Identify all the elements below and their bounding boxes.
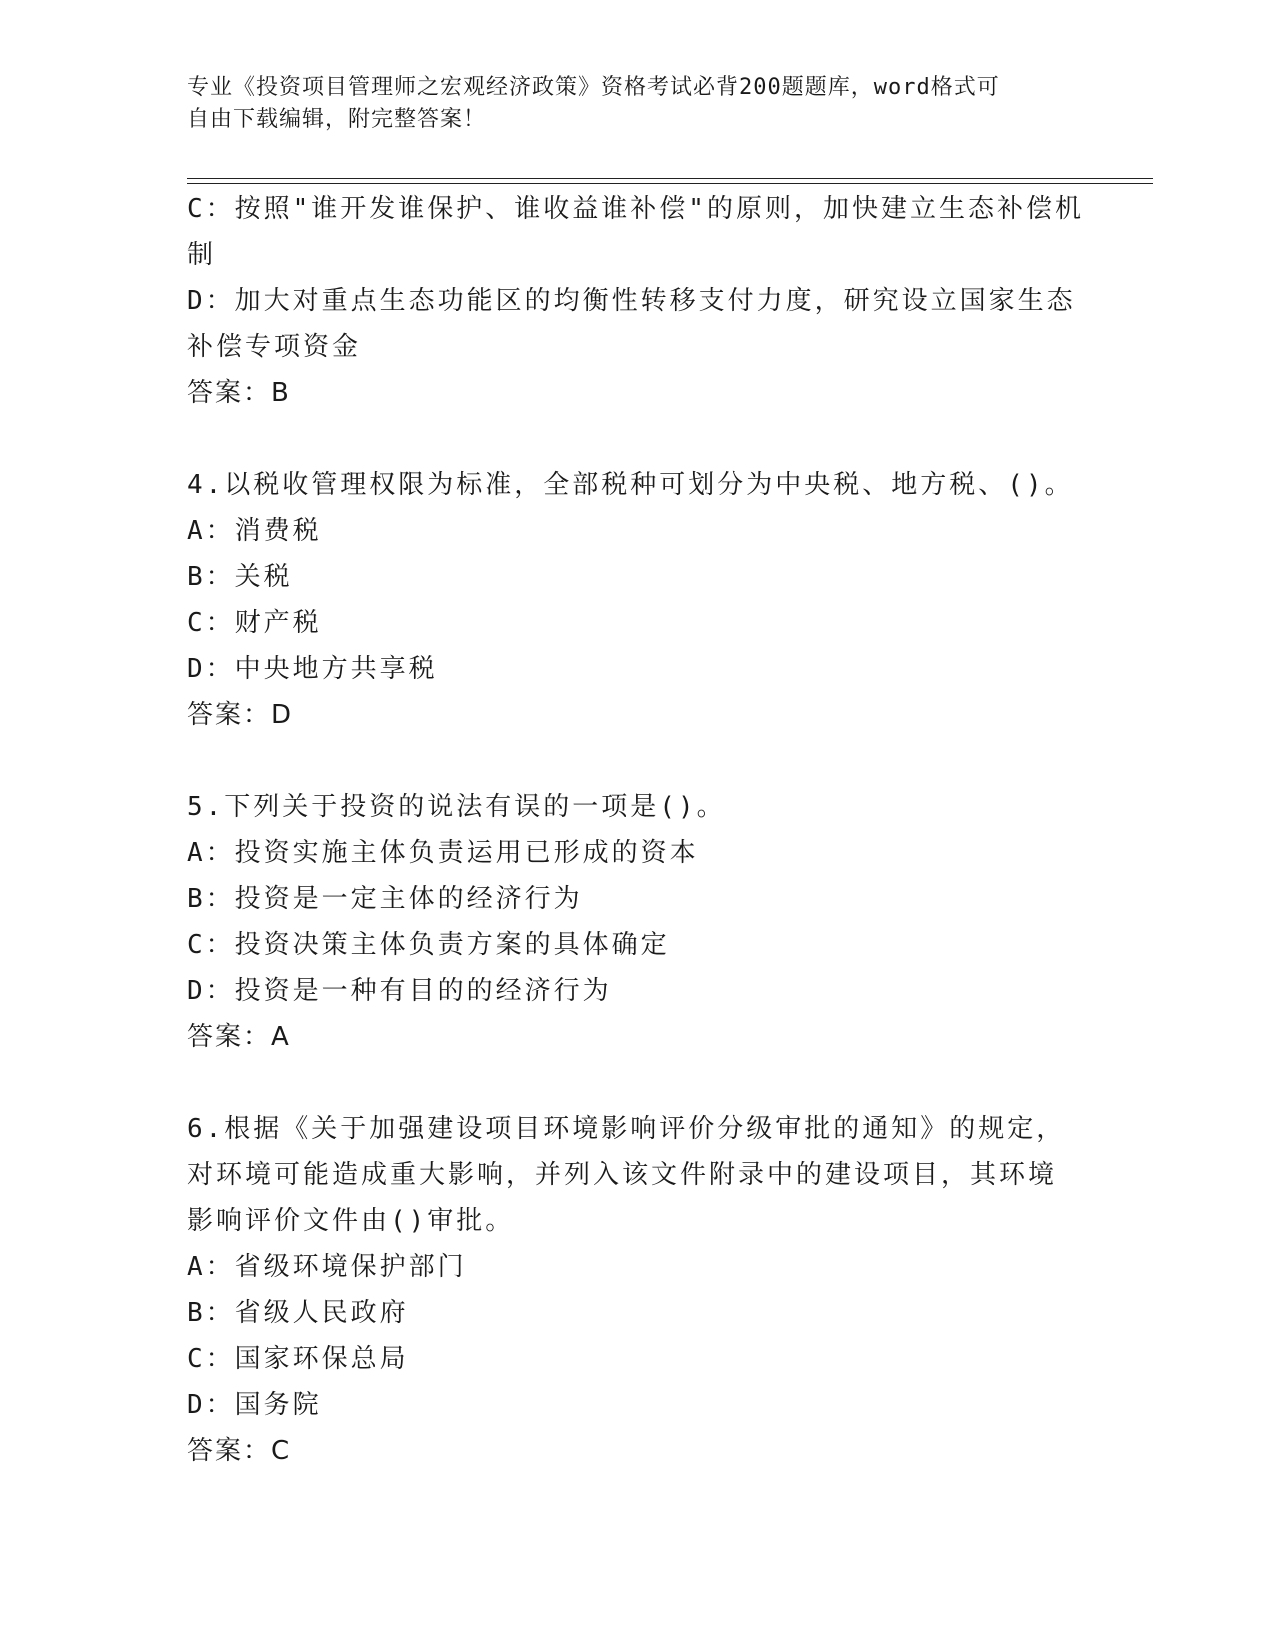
- question-5-answer: 答案：A: [187, 1022, 291, 1052]
- question-4-answer: 答案：D: [187, 700, 294, 730]
- question-5-option-c: C：投资决策主体负责方案的具体确定: [187, 930, 670, 960]
- document-header: [187, 72, 1067, 136]
- question-5-option-a: A：投资实施主体负责运用已形成的资本: [187, 838, 699, 868]
- question-3-option-d-line-2: 补偿专项资金: [187, 332, 362, 362]
- question-6-text-line-3: 影响评价文件由()审批。: [187, 1206, 515, 1236]
- header-title-line-1: 专业《投资项目管理师之宏观经济政策》资格考试必背200题题库，word格式可: [187, 75, 1000, 100]
- question-5-block: [187, 784, 1087, 1060]
- spacer: [187, 416, 1087, 462]
- question-5-text: 5.下列关于投资的说法有误的一项是()。: [187, 792, 726, 822]
- question-4-text: 4.以税收管理权限为标准，全部税种可划分为中央税、地方税、()。: [187, 470, 1074, 500]
- header-divider-bottom: [187, 183, 1153, 184]
- question-list: [187, 186, 1087, 1474]
- question-6-text-line-2: 对环境可能造成重大影响，并列入该文件附录中的建设项目，其环境: [187, 1160, 1058, 1190]
- question-5-option-d: D：投资是一种有目的的经济行为: [187, 976, 612, 1006]
- question-6-option-b: B：省级人民政府: [187, 1298, 409, 1328]
- question-6-option-a: A：省级环境保护部门: [187, 1252, 467, 1282]
- question-6-answer: 答案：C: [187, 1436, 292, 1466]
- question-4-option-c: C：财产税: [187, 608, 322, 638]
- question-4-option-d: D：中央地方共享税: [187, 654, 438, 684]
- spacer: [187, 1060, 1087, 1106]
- question-6-option-c: C：国家环保总局: [187, 1344, 409, 1374]
- header-divider-top: [187, 178, 1153, 179]
- question-3-option-d-line-1: D：加大对重点生态功能区的均衡性转移支付力度，研究设立国家生态: [187, 286, 1076, 316]
- question-3-option-c-line-2: 制: [187, 240, 217, 270]
- header-title-line-2: 自由下载编辑，附完整答案！: [187, 107, 487, 132]
- question-6-option-d: D：国务院: [187, 1390, 322, 1420]
- spacer: [187, 738, 1087, 784]
- question-4-option-a: A：消费税: [187, 516, 322, 546]
- question-6-text-line-1: 6.根据《关于加强建设项目环境影响评价分级审批的通知》的规定，: [187, 1114, 1066, 1144]
- question-4-option-b: B：关税: [187, 562, 293, 592]
- question-4-block: [187, 462, 1087, 738]
- question-3-answer: 答案：B: [187, 378, 291, 408]
- question-3-block: [187, 186, 1087, 416]
- question-6-block: [187, 1106, 1087, 1474]
- question-3-option-c-line-1: C：按照"谁开发谁保护、谁收益谁补偿"的原则，加快建立生态补偿机: [187, 194, 1084, 224]
- question-5-option-b: B：投资是一定主体的经济行为: [187, 884, 583, 914]
